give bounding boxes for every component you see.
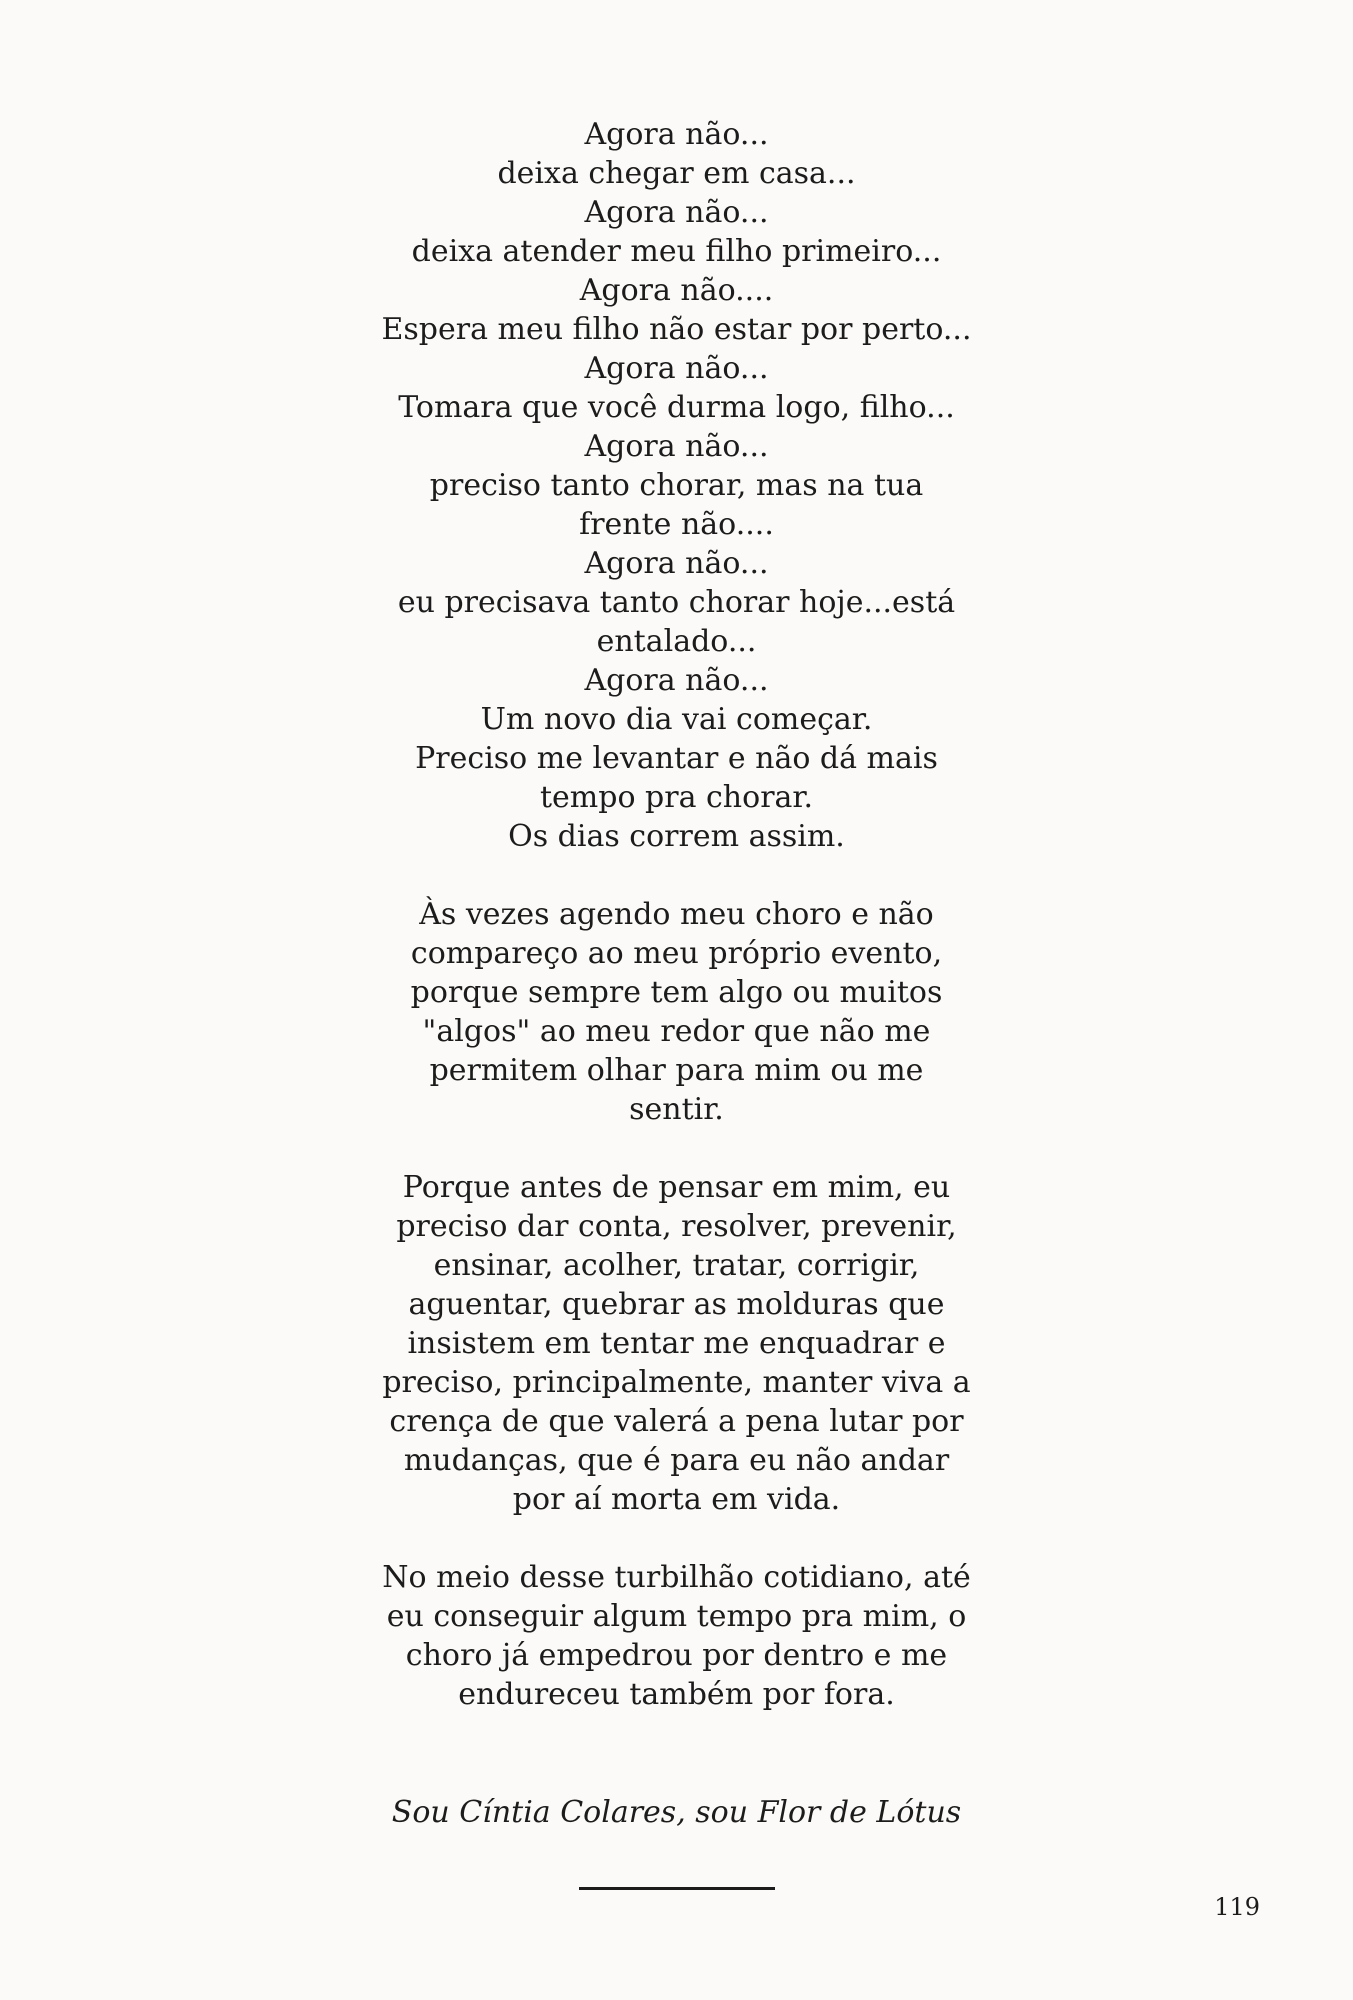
poem-line: Agora não... [584, 546, 769, 581]
poem-line: preciso tanto chorar, mas na tua [429, 468, 924, 503]
poem-line: Preciso me levantar e não dá mais [415, 741, 938, 776]
poem-line: tempo pra chorar. [539, 780, 814, 815]
poem-line: crença de que valerá a pena lutar por [389, 1404, 964, 1439]
poem-line: Agora não... [584, 195, 769, 230]
poem-line: Agora não... [584, 117, 769, 152]
poem-line: Espera meu filho não estar por perto... [381, 312, 972, 347]
poem-line: sentir. [629, 1092, 724, 1127]
poem-line: preciso dar conta, resolver, prevenir, [396, 1209, 957, 1244]
poem-line: ensinar, acolher, tratar, corrigir, [433, 1248, 920, 1283]
poem-line: compareço ao meu próprio evento, [410, 936, 943, 971]
stanza-3 [0, 1168, 1353, 1519]
poem-line: Agora não... [584, 663, 769, 698]
poem-line: Às vezes agendo meu choro e não [419, 897, 934, 932]
poem-line: Agora não... [584, 429, 769, 464]
poem-line: deixa chegar em casa... [497, 156, 856, 191]
stanza-1 [0, 115, 1353, 856]
divider-rule [579, 1887, 775, 1890]
poem-line: frente não.... [579, 507, 774, 542]
poem-line: Os dias correm assim. [508, 819, 845, 854]
poem-line: entalado... [596, 624, 757, 659]
poem-line: por aí morta em vida. [512, 1482, 841, 1517]
poem-line: endureceu também por fora. [458, 1677, 895, 1712]
poem-line: No meio desse turbilhão cotidiano, até [382, 1560, 971, 1595]
poem-line: aguentar, quebrar as molduras que [408, 1287, 945, 1322]
poem-line: insistem em tentar me enquadrar e [407, 1326, 946, 1361]
poem-line: permitem olhar para mim ou me [429, 1053, 924, 1088]
poem-line: mudanças, que é para eu não andar [403, 1443, 950, 1478]
poem-line: Um novo dia vai começar. [480, 702, 873, 737]
poem-line: Agora não.... [579, 273, 774, 308]
poem-line: Tomara que você durma logo, filho... [398, 390, 955, 425]
stanza-2 [0, 895, 1353, 1129]
poem-line: choro já empedrou por dentro e me [405, 1638, 948, 1673]
poem-line: eu precisava tanto chorar hoje...está [397, 585, 956, 620]
poem-line: preciso, principalmente, manter viva a [382, 1365, 971, 1400]
poem-line: Porque antes de pensar em mim, eu [402, 1170, 951, 1205]
author-signature: Sou Cíntia Colares, sou Flor de Lótus [391, 1795, 962, 1830]
stanza-4 [0, 1558, 1353, 1714]
poem [0, 115, 1353, 1753]
poem-line: "algos" ao meu redor que não me [422, 1014, 931, 1049]
poem-line: deixa atender meu filho primeiro... [411, 234, 942, 269]
poem-line: eu conseguir algum tempo pra mim, o [386, 1599, 967, 1634]
poem-line: Agora não... [584, 351, 769, 386]
poem-line: porque sempre tem algo ou muitos [410, 975, 943, 1010]
page-number: 119 [1214, 1893, 1260, 1921]
